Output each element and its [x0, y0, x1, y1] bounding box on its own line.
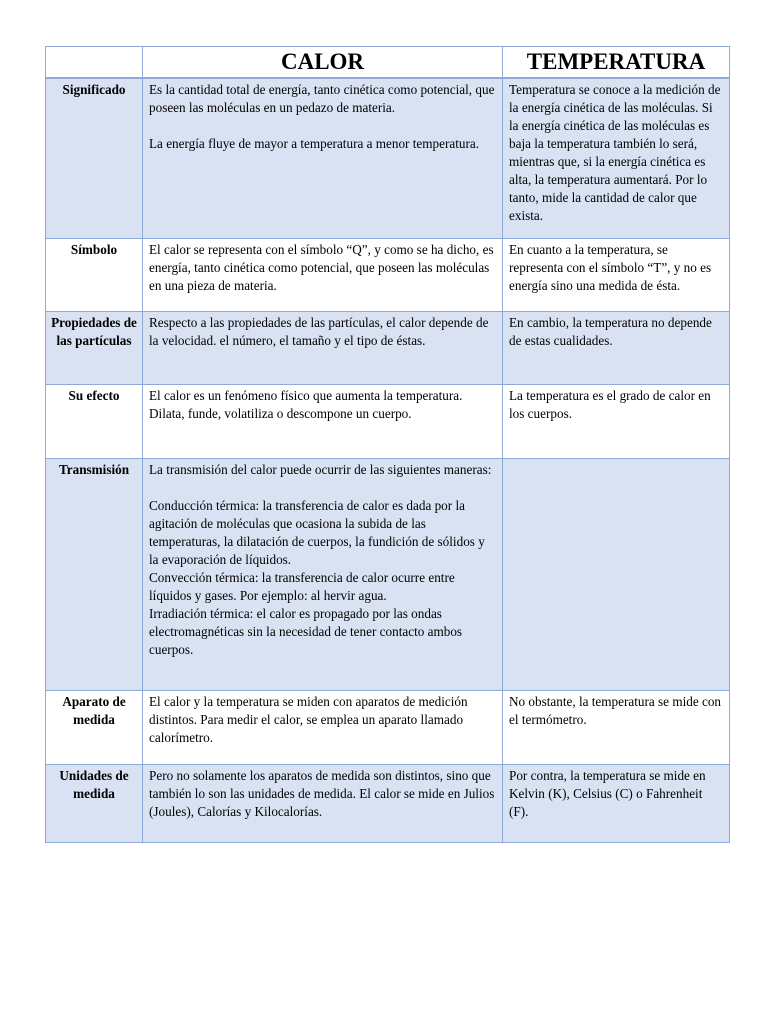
calor-paragraph: Convección térmica: la transferencia de calor ocurre entre líquidos y gases. Por ejemplo: al hervir agua.: [149, 570, 455, 603]
calor-paragraph: La energía fluye de mayor a temperatura a menor temperatura.: [149, 135, 480, 151]
row-unidades-de-medida: [46, 765, 730, 843]
row-su-efecto: [46, 385, 730, 459]
temperatura-cell: [503, 459, 730, 691]
calor-cell: El calor es un fenómeno físico que aumenta la temperatura. Dilata, funde, volatiliza o descompone un cuerpo.: [143, 385, 503, 459]
calor-cell: Pero no solamente los aparatos de medida son distintos, sino que también lo son las unidades de medida. El calor se mide en Julios (Joules), Calorías y Kilocalorías.: [143, 765, 503, 843]
temperatura-cell: En cambio, la temperatura no depende de estas cualidades.: [503, 312, 730, 385]
header-corner-cell: [46, 47, 143, 78]
calor-cell: [143, 78, 503, 239]
row-transmision: [46, 459, 730, 691]
calor-cell: El calor y la temperatura se miden con aparatos de medición distintos. Para medir el calor, se emplea un aparato llamado calorímetro.: [143, 691, 503, 765]
calor-paragraph: Irradiación térmica: el calor es propagado por las ondas electromagnéticas sin la necesidad de tener contacto ambos cuerpos.: [149, 606, 463, 657]
calor-paragraph: La transmisión del calor puede ocurrir de las siguientes maneras:: [149, 462, 492, 477]
temperatura-cell: La temperatura es el grado de calor en los cuerpos.: [503, 385, 730, 459]
row-label: Significado: [46, 78, 143, 239]
calor-paragraph: Conducción térmica: la transferencia de calor es dada por la agitación de moléculas que ocasiona la subida de las temperaturas, la dilatación de cuerpos, la fundición de sólidos y la evaporación de líquidos.: [149, 498, 485, 567]
calor-paragraph: Es la cantidad total de energía, tanto cinética como potencial, que poseen las moléculas en un pedazo de materia.: [149, 81, 495, 115]
row-label: Símbolo: [46, 239, 143, 312]
row-label: Unidades de medida: [46, 765, 143, 843]
calor-cell: El calor se representa con el símbolo “Q”, y como se ha dicho, es energía, tanto cinética como potencial, que poseen las moléculas en una pieza de materia.: [143, 239, 503, 312]
row-label: Su efecto: [46, 385, 143, 459]
calor-cell: Respecto a las propiedades de las partículas, el calor depende de la velocidad. el número, el tamaño y el tipo de éstas.: [143, 312, 503, 385]
temperatura-cell: No obstante, la temperatura se mide con el termómetro.: [503, 691, 730, 765]
header-temperatura: TEMPERATURA: [503, 47, 730, 78]
row-aparato-de-medida: [46, 691, 730, 765]
row-simbolo: [46, 239, 730, 312]
temperatura-cell: En cuanto a la temperatura, se representa con el símbolo “T”, y no es energía sino una medida de ésta.: [503, 239, 730, 312]
temperatura-cell: Por contra, la temperatura se mide en Kelvin (K), Celsius (C) o Fahrenheit (F).: [503, 765, 730, 843]
row-label: Transmisión: [46, 459, 143, 691]
row-label: Aparato de medida: [46, 691, 143, 765]
calor-cell: [143, 459, 503, 691]
row-significado: [46, 78, 730, 239]
header-calor: CALOR: [143, 47, 503, 78]
row-propiedades: [46, 312, 730, 385]
header-row: [46, 47, 730, 78]
comparison-table: [45, 46, 730, 843]
temperatura-cell: Temperatura se conoce a la medición de la energía cinética de las moléculas. Si la energía cinética de las moléculas es baja la temperatura también lo será, mientras que, si la energía cinética es alta, la temperatura aumentará. Por lo tanto, mide la cantidad de calor que exista.: [503, 78, 730, 239]
row-label: Propiedades de las partículas: [46, 312, 143, 385]
